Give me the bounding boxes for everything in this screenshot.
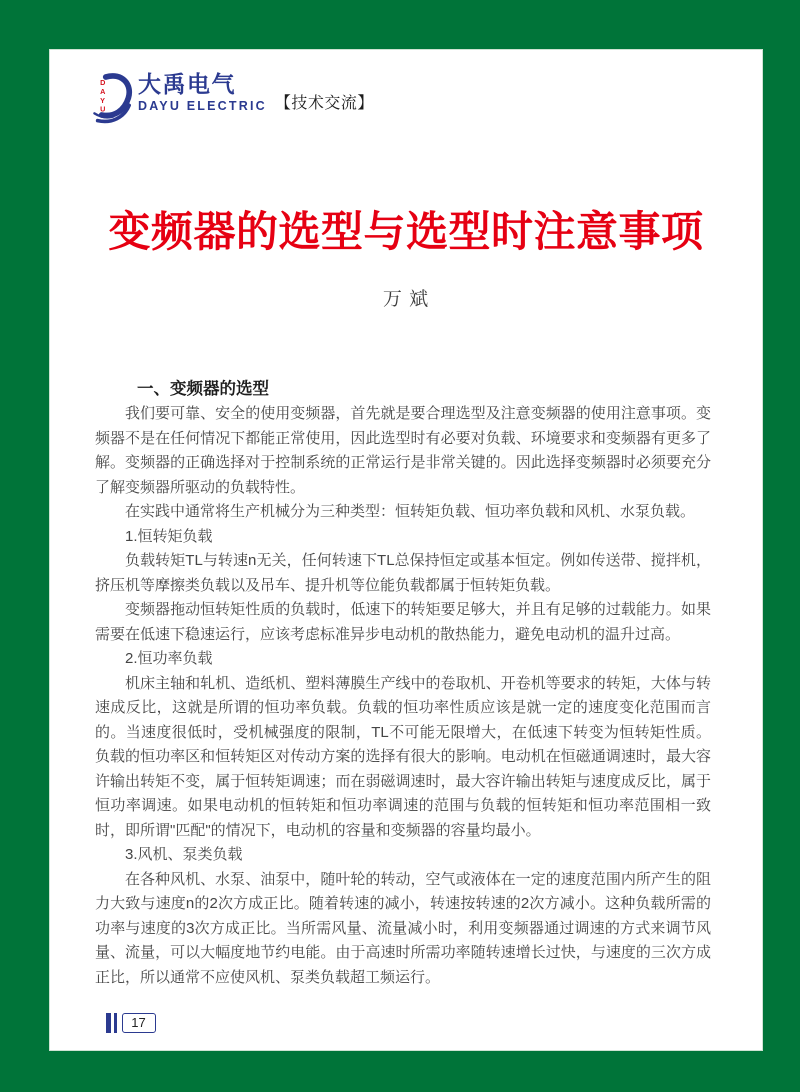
footer-bar-icon xyxy=(106,1013,111,1033)
brand-name-english: DAYU ELECTRIC xyxy=(138,99,267,113)
article-paragraph: 机床主轴和轧机、造纸机、塑料薄膜生产线中的卷取机、开卷机等要求的转矩，大体与转速成反比，这就是所谓的恒功率负载。负载的恒功率性质应该是就一定的速度变化范围而言的。当速度很低时，受机械强度的限制，TL不可能无限增大，在低速下转变为恒转矩性质。负载的恒功率区和恒转矩区对传动方案的选择有很大的影响。电动机在恒磁通调速时，最大容许输出转矩不变，属于恒转矩调速；而在弱磁调速时，最大容许输出转矩与速度成反比，属于恒功率调速。如果电动机的恒转矩和恒功率调速的范围与负载的恒转矩和恒功率范围相一致时，即所谓"匹配"的情况下，电动机的容量和变频器的容量均最小。 xyxy=(95,674,711,839)
article-paragraph: 在实践中通常将生产机械分为三种类型：恒转矩负载、恒功率负载和风机、水泵负载。 xyxy=(125,503,696,520)
article-subheading: 3.风机、泵类负载 xyxy=(125,846,243,863)
brand-name-chinese: 大禹电气 xyxy=(138,71,236,97)
article-subheading: 2.恒功率负载 xyxy=(125,650,213,667)
article-paragraph: 在各种风机、水泵、油泵中，随叶轮的转动，空气或液体在一定的速度范围内所产生的阻力大致与速度n的2次方成正比。随着转速的减小，转速按转速的2次方减小。这种负载所需的功率与速度的3次方成正比。当所需风量、流量减小时，利用变频器通过调速的方式来调节风量、流量，可以大幅度地节约电能。由于高速时所需功率随转速增长过快，与速度的三次方成正比，所以通常不应使风机、泵类负载超工频运行。 xyxy=(95,870,711,986)
article-paragraph: 我们要可靠、安全的使用变频器，首先就是要合理选型及注意变频器的使用注意事项。变频器不是在任何情况下都能正常使用，因此选型时有必要对负载、环境要求和变频器有更多了解。变频器的正确选择对于控制系统的正常运行是非常关键的。因此选择变频器时必须要充分了解变频器所驱动的负载特性。 xyxy=(95,405,711,496)
logo-letter: Y xyxy=(100,95,105,105)
logo-letter: A xyxy=(100,86,106,96)
article-body xyxy=(95,376,711,990)
article-title: 变频器的选型与选型时注意事项 xyxy=(108,208,704,255)
page-number: 17 xyxy=(122,1013,156,1033)
article-paragraph: 变频器拖动恒转矩性质的负载时，低速下的转矩要足够大，并且有足够的过载能力。如果需要在低速下稳速运行，应该考虑标准异步电动机的散热能力，避免电动机的温升过高。 xyxy=(95,601,711,643)
article-author: 万 斌 xyxy=(382,289,430,310)
article-subheading: 1.恒转矩负载 xyxy=(125,527,213,545)
logo-letter: U xyxy=(100,104,106,114)
logo-letter: D xyxy=(100,78,106,88)
dayu-logo-icon xyxy=(92,66,134,130)
article-paragraph: 负载转矩TL与转速n无关，任何转速下TL总保持恒定或基本恒定。例如传送带、搅拌机，挤压机等摩擦类负载以及吊车、提升机等位能负载都属于恒转矩负载。 xyxy=(95,552,711,594)
footer-bar-icon xyxy=(114,1013,117,1033)
page-footer xyxy=(106,1013,156,1033)
header xyxy=(92,66,374,130)
section-heading: 一、变频器的选型 xyxy=(137,380,269,398)
document-sheet xyxy=(50,50,762,1050)
brand-text xyxy=(138,72,267,113)
column-tag: 【技术交流】 xyxy=(274,95,374,112)
